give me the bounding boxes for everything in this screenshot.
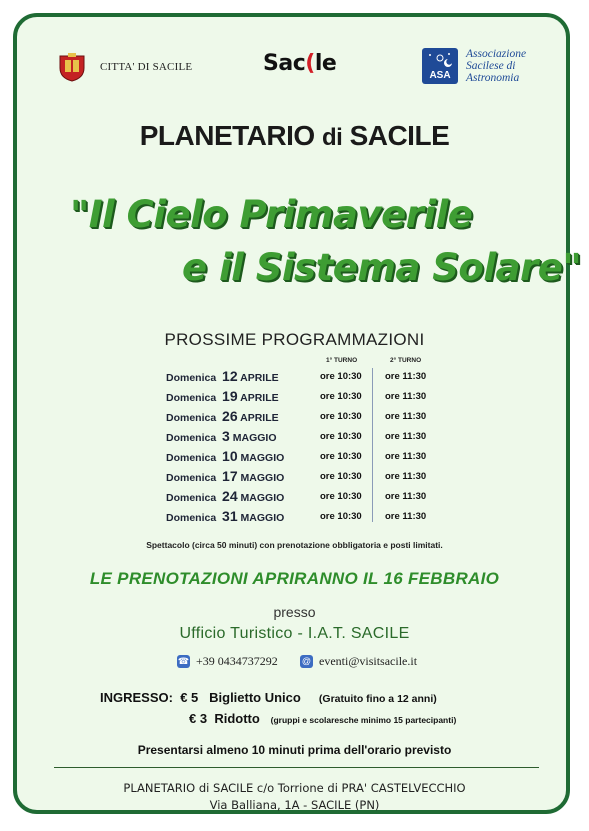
schedule-row (166, 388, 436, 406)
schedule-time-1: ore 10:30 (320, 471, 362, 482)
at-icon: @ (301, 656, 312, 666)
col2-header: 2° TURNO (390, 357, 422, 364)
schedule-time-1: ore 10:30 (320, 451, 362, 462)
schedule-date: Domenica 12 APRILE (166, 368, 279, 384)
schedule-time-2: ore 11:30 (385, 391, 427, 402)
schedule-time-2: ore 11:30 (385, 371, 427, 382)
schedule-date: Domenica 17 MAGGIO (166, 468, 285, 484)
schedule-date: Domenica 3 MAGGIO (166, 428, 277, 444)
schedule-row (166, 468, 436, 486)
schedule-row (166, 408, 436, 426)
schedule-date: Domenica 10 MAGGIO (166, 448, 285, 464)
schedule-time-1: ore 10:30 (320, 491, 362, 502)
schedule-time-1: ore 10:30 (320, 411, 362, 422)
schedule-row (166, 508, 436, 526)
schedule-time-1: ore 10:30 (320, 511, 362, 522)
phone-number[interactable]: +39 0434737292 (196, 654, 278, 668)
schedule-time-2: ore 11:30 (385, 511, 427, 522)
schedule-time-1: ore 10:30 (320, 391, 362, 402)
schedule-row (166, 368, 436, 386)
schedule-date: Domenica 24 MAGGIO (166, 488, 285, 504)
schedule-time-2: ore 11:30 (385, 471, 427, 482)
presso-label: presso (273, 604, 316, 620)
association-name: Associazione Sacilese di Astronomia (466, 48, 527, 84)
footer-address-line2: Via Balliana, 1A - SACILE (PN) (209, 798, 380, 812)
asa-logo-icon (422, 48, 458, 84)
phone-icon: ☎ (177, 656, 190, 666)
reminder-text: Presentarsi almeno 10 minuti prima dell'orario previsto (137, 743, 452, 757)
footer-address-line1: PLANETARIO di SACILE c/o Torrione di PRA' CASTELVECCHIO (123, 781, 466, 795)
city-crest-icon (56, 50, 88, 82)
tourist-office: Ufficio Turistico - I.A.T. SACILE (179, 625, 410, 642)
col1-header: 1° TURNO (326, 357, 358, 364)
schedule-row (166, 428, 436, 446)
schedule-time-2: ore 11:30 (385, 491, 427, 502)
schedule-row (166, 488, 436, 506)
footer-divider (54, 767, 539, 768)
price-full: INGRESSO: € 5 Biglietto Unico (Gratuito fino a 12 anni) (100, 690, 437, 705)
city-label: CITTA' DI SACILE (100, 61, 193, 73)
email-address[interactable]: eventi@visitsacile.it (319, 654, 418, 668)
sacile-brand-logo: Sac(le (263, 51, 337, 76)
schedule-heading: PROSSIME PROGRAMMAZIONI (164, 330, 425, 349)
schedule-time-1: ore 10:30 (320, 371, 362, 382)
show-title-line1: "Il Cielo Primaverile (70, 193, 473, 236)
asa-badge-text: ASA (429, 70, 451, 81)
schedule-time-2: ore 11:30 (385, 431, 427, 442)
price-reduced: € 3 Ridotto (gruppi e scolaresche minimo 15 partecipanti) (189, 711, 457, 726)
page-title: PLANETARIO di SACILE (139, 120, 450, 151)
schedule-date: Domenica 26 APRILE (166, 408, 279, 424)
schedule-date: Domenica 31 MAGGIO (166, 508, 285, 524)
schedule-time-2: ore 11:30 (385, 411, 427, 422)
schedule-date: Domenica 19 APRILE (166, 388, 279, 404)
schedule-time-1: ore 10:30 (320, 431, 362, 442)
show-note: Spettacolo (circa 50 minuti) con prenotazione obbligatoria e posti limitati. (146, 540, 443, 550)
schedule-time-2: ore 11:30 (385, 451, 427, 462)
show-title-line2: e il Sistema Solare" (182, 246, 582, 289)
booking-announcement: LE PRENOTAZIONI APRIRANNO IL 16 FEBBRAIO (89, 569, 500, 588)
schedule-row (166, 448, 436, 466)
